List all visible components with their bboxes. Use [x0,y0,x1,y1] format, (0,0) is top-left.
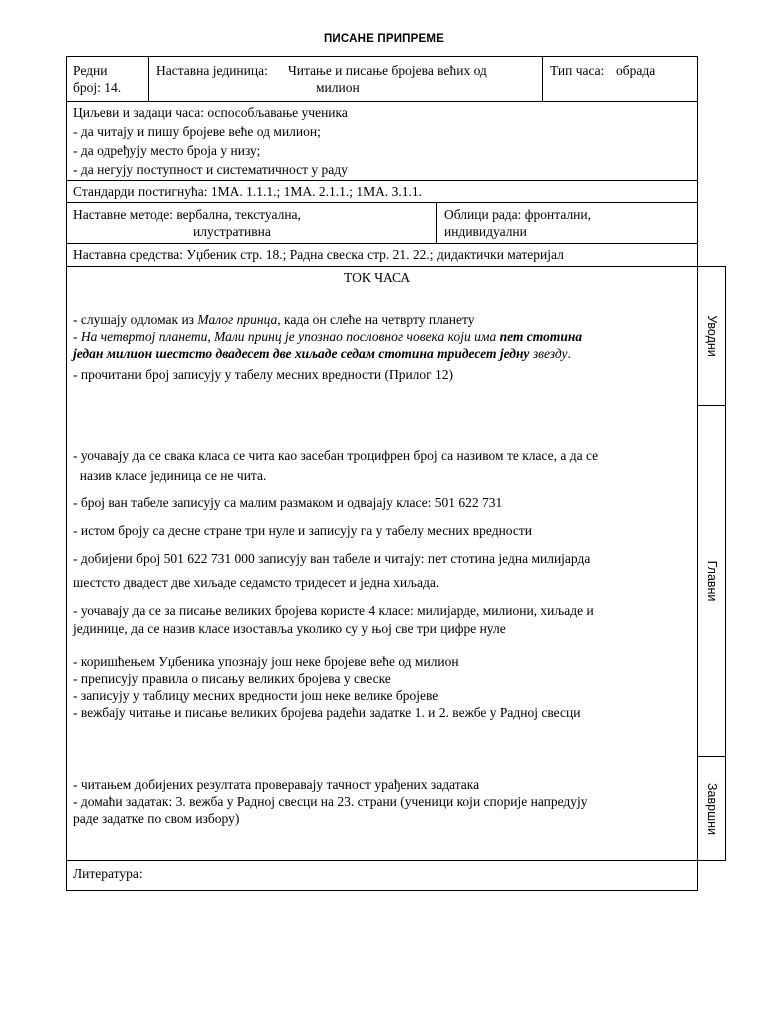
goal-item: - да читају и пишу бројеве веће од милион; [73,124,321,139]
main-line: - преписују правила о писању великих бројева у свеске [73,671,391,686]
unit-value-line1: Читање и писање бројева већих од [288,63,487,78]
side-label-intro [697,266,726,406]
side-label-main-text: Главни [704,560,719,602]
intro-line: - прочитани број записују у табелу месних вредности (Прилог 12) [73,367,454,382]
side-label-final [697,756,726,861]
main-line: - коришћењем Уџбеника упознају још неке бројеве веће од милион [73,654,459,669]
unit-value-line2: милион [316,80,360,95]
main-line: - број ван табеле записују са малим размаком и одвајају класе: 501 622 731 [73,495,503,510]
main-line: јединице, да се назив класе изоставља уколико су у њој све три цифре нуле [73,621,506,636]
lesson-no-value: број: 14. [73,80,122,95]
methods-line2: илустративна [193,224,271,239]
final-line: - читањем добијених резултата проверавају тачност урађених задатака [73,777,480,792]
intro-line: - На четвртој планети, Мали принц је упознао пословног човека који има пет стотина [73,329,583,344]
page-title: ПИСАНЕ ПРИПРЕМЕ [323,33,445,45]
work-forms-line1: Облици рада: фронтални, [444,207,592,222]
literature-label: Литература: [73,866,143,881]
intro-line: - слушају одломак из Малог принца, када он слеће на четврту планету [73,312,475,327]
final-line: раде задатке по свом избору) [73,811,240,826]
main-line: - истом броју са десне стране три нуле и записују га у табелу месних вредности [73,523,532,538]
standards-text: Стандарди постигнућа: 1МА. 1.1.1.; 1МА. 2.1.1.; 1МА. 3.1.1. [73,184,422,199]
main-line: - добијени број 501 622 731 000 записују ван табеле и читају: пет стотина једна милијарда [73,551,591,566]
main-line: - уочавају да се за писање великих бројева користе 4 класе: милијарде, милиони, хиљаде и [73,603,594,618]
resources-text: Наставна средства: Уџбеник стр. 18.; Радна свеска стр. 21. 22.; дидактички материјал [73,247,564,262]
main-line: - вежбају читање и писање великих бројева радећи задатке 1. и 2. вежбе у Радној свесци [73,705,581,720]
side-label-final-text: Завршни [704,782,719,835]
lesson-no-label: Редни [73,63,108,78]
methods-line1: Наставне методе: вербална, текстуална, [73,207,301,222]
final-line: - домаћи задатак: 3. вежба у Радној свесци на 23. страни (ученици који спорије напредују [73,794,588,809]
side-label-intro-text: Уводни [704,315,719,357]
side-label-main [697,405,726,757]
goal-item: - да одређују место броја у низу; [73,143,261,158]
goal-item: - да негују поступност и систематичност у раду [73,162,348,177]
main-line: - записују у таблицу месних вредности још неке велике бројеве [73,688,439,703]
literature-row [66,860,698,891]
intro-line: један милион шестсто двадесет две хиљаде седам стотина тридесет једну звезду. [73,346,571,361]
lesson-flow-heading: ТОК ЧАСА [344,270,411,285]
goals-heading: Циљеви и задаци часа: оспособљавање ученика [73,105,348,120]
main-line: шестсто двадест две хиљаде седамсто тридесет и једна хиљада. [73,575,440,590]
lesson-type-value: обрада [616,63,656,78]
unit-label: Наставна јединица: [156,63,268,78]
work-forms-line2: индивидуални [444,224,527,239]
main-line: назив класе јединица се не чита. [73,468,267,483]
main-line: - уочавају да се свака класа се чита као засебан троцифрен број са називом те класе, а да се [73,448,599,463]
lesson-type-label: Тип часа: [550,63,605,78]
